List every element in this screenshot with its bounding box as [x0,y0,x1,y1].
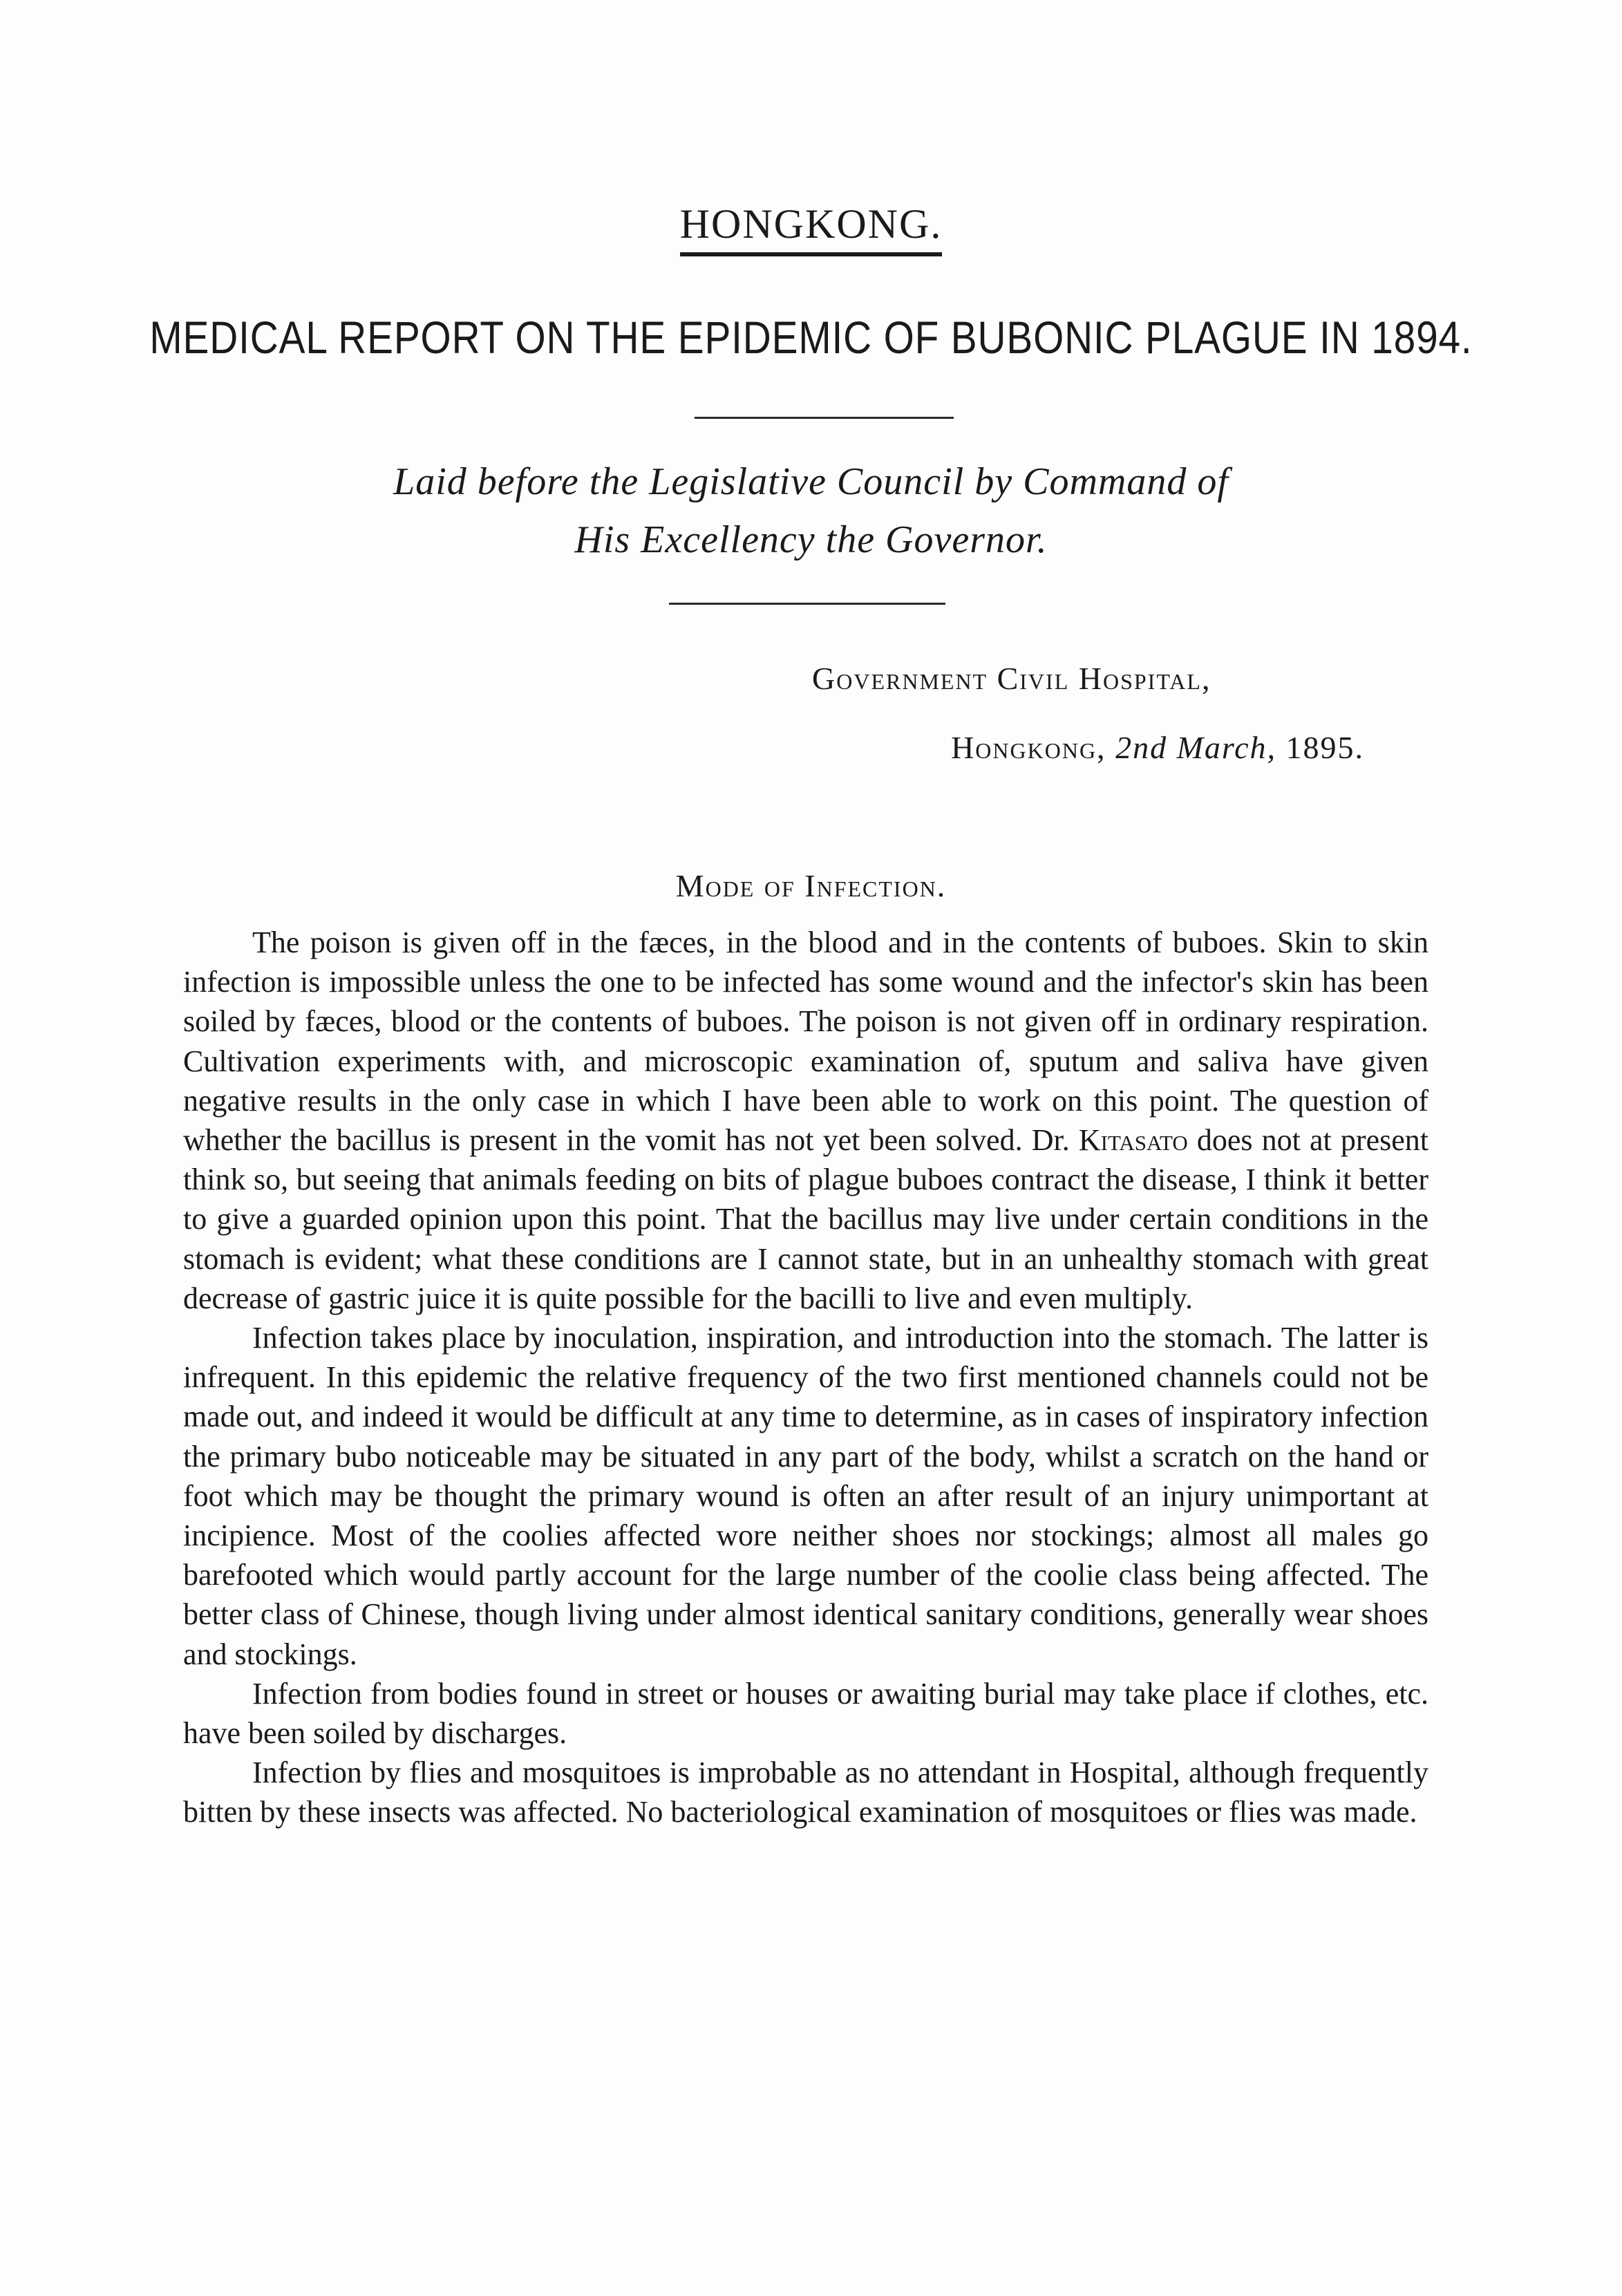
date-text: 2nd March, [1115,730,1276,765]
paragraph-1-part-2: does not at present think so, but seeing that animals feeding on bits of plague buboes contract the disease, I think it better to give a guarded opinion upon this point. That the bacillus may live under certain conditions in the stomach is evident; what these conditions are I cannot state, but in an unhealthy stomach with great decrease of gastric juice it is quite possible for the bacilli to live and even multiply. [183,1123,1428,1315]
body-text [183,923,1428,1832]
year-text: 1895. [1285,730,1364,765]
section-heading: Mode of Infection. [675,868,947,903]
paragraph-3: Infection from bodies found in street or houses or awaiting burial may take place if clothes, etc. have been soiled by discharges. [183,1676,1428,1751]
title-divider [695,417,954,419]
report-title: MEDICAL REPORT ON THE EPIDEMIC OF BUBONIC PLAGUE IN 1894. [149,312,1473,363]
notice-divider [669,603,945,605]
place-name: Hongkong, [951,730,1106,765]
person-name: Kitasato [1078,1123,1188,1158]
hospital-name: Government Civil Hospital, [812,661,1211,696]
laid-before-line-2: His Excellency the Governor. [574,518,1048,561]
place-title [0,200,1622,256]
place-and-date [951,729,1364,766]
place-title-text: HONGKONG. [680,200,943,256]
laid-before-line-1: Laid before the Legislative Council by Command of [393,460,1229,503]
paragraph-1 [183,923,1428,1318]
paragraph-4: Infection by flies and mosquitoes is improbable as no attendant in Hospital, although frequently bitten by these insects was affected. No bacteriological examination of mosquitoes or flies was made. [183,1756,1428,1829]
laid-before-notice [0,453,1622,569]
paragraph-1-part-1: The poison is given off in the fæces, in the blood and in the contents of buboes. Skin to skin infection is impossible unless the one to be infected has some wound and the infector's skin has been soiled by fæces, blood or the contents of buboes. The poison is not given off in ordinary respiration. Cultivation experiments with, and microscopic examination of, sputum and saliva have given negative results in the only case in which I have been able to work on this point. The question of whether the bacillus is present in the vomit has not yet been solved. Dr. [183,925,1428,1158]
paragraph-2: Infection takes place by inoculation, inspiration, and introduction into the stomach. The latter is infrequent. In this epidemic the relative frequency of the two first mentioned channels could not be made out, and indeed it would be difficult at any time to determine, as in cases of inspiratory infection the primary bubo noticeable may be situated in any part of the body, whilst a scratch on the hand or foot which may be thought the primary wound is often an after result of an injury unimportant at incipience. Most of the coolies affected wore neither shoes nor stockings; almost all males go barefooted which would partly account for the large number of the coolie class being affected. The better class of Chinese, though living under almost identical sanitary conditions, generally wear shoes and stockings. [183,1321,1428,1671]
